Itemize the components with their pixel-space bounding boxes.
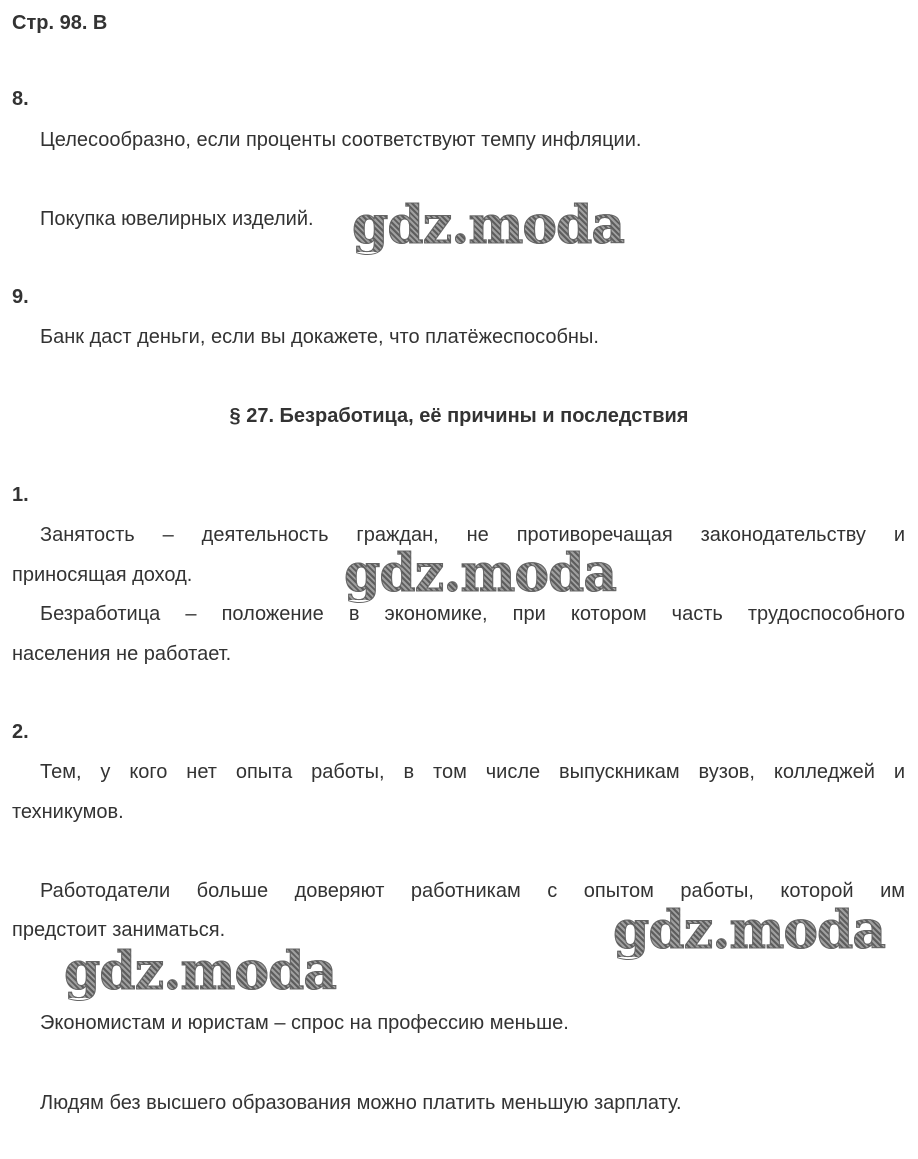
section-item-number-1: 1.	[12, 484, 29, 506]
page-header: Стр. 98. В	[12, 12, 108, 34]
section-title: § 27. Безработица, её причины и последствия	[229, 405, 689, 427]
paragraph-continuation: населения не работает.	[12, 643, 232, 665]
watermark-logo: gdz.moda	[352, 195, 625, 256]
paragraph-continuation: предстоит заниматься.	[12, 919, 226, 941]
watermark-logo: gdz.moda	[613, 900, 886, 961]
paragraph-first-line: Безработица – положение в экономике, при котором часть трудоспособного	[40, 603, 905, 625]
item-number-9: 9.	[12, 286, 29, 308]
paragraph-first-line: Работодатели больше доверяют работникам с опытом работы, которой им	[40, 880, 905, 902]
answer-line: Целесообразно, если проценты соответствуют темпу инфляции.	[40, 129, 642, 151]
paragraph-continuation: техникумов.	[12, 801, 124, 823]
answer-line: Людям без высшего образования можно платить меньшую зарплату.	[40, 1092, 682, 1114]
paragraph-continuation: приносящая доход.	[12, 564, 193, 586]
item-number-8: 8.	[12, 88, 29, 110]
watermark-logo: gdz.moda	[64, 941, 337, 1002]
section-item-number-2: 2.	[12, 721, 29, 743]
answer-line: Экономистам и юристам – спрос на профессию меньше.	[40, 1012, 569, 1034]
paragraph-first-line: Тем, у кого нет опыта работы, в том числе выпускникам вузов, колледжей и	[40, 761, 905, 783]
paragraph-first-line: Занятость – деятельность граждан, не противоречащая законодательству и	[40, 524, 905, 546]
answer-line: Покупка ювелирных изделий.	[40, 208, 314, 230]
answer-line: Банк даст деньги, если вы докажете, что платёжеспособны.	[40, 326, 599, 348]
watermark-logo: gdz.moda	[344, 543, 617, 604]
